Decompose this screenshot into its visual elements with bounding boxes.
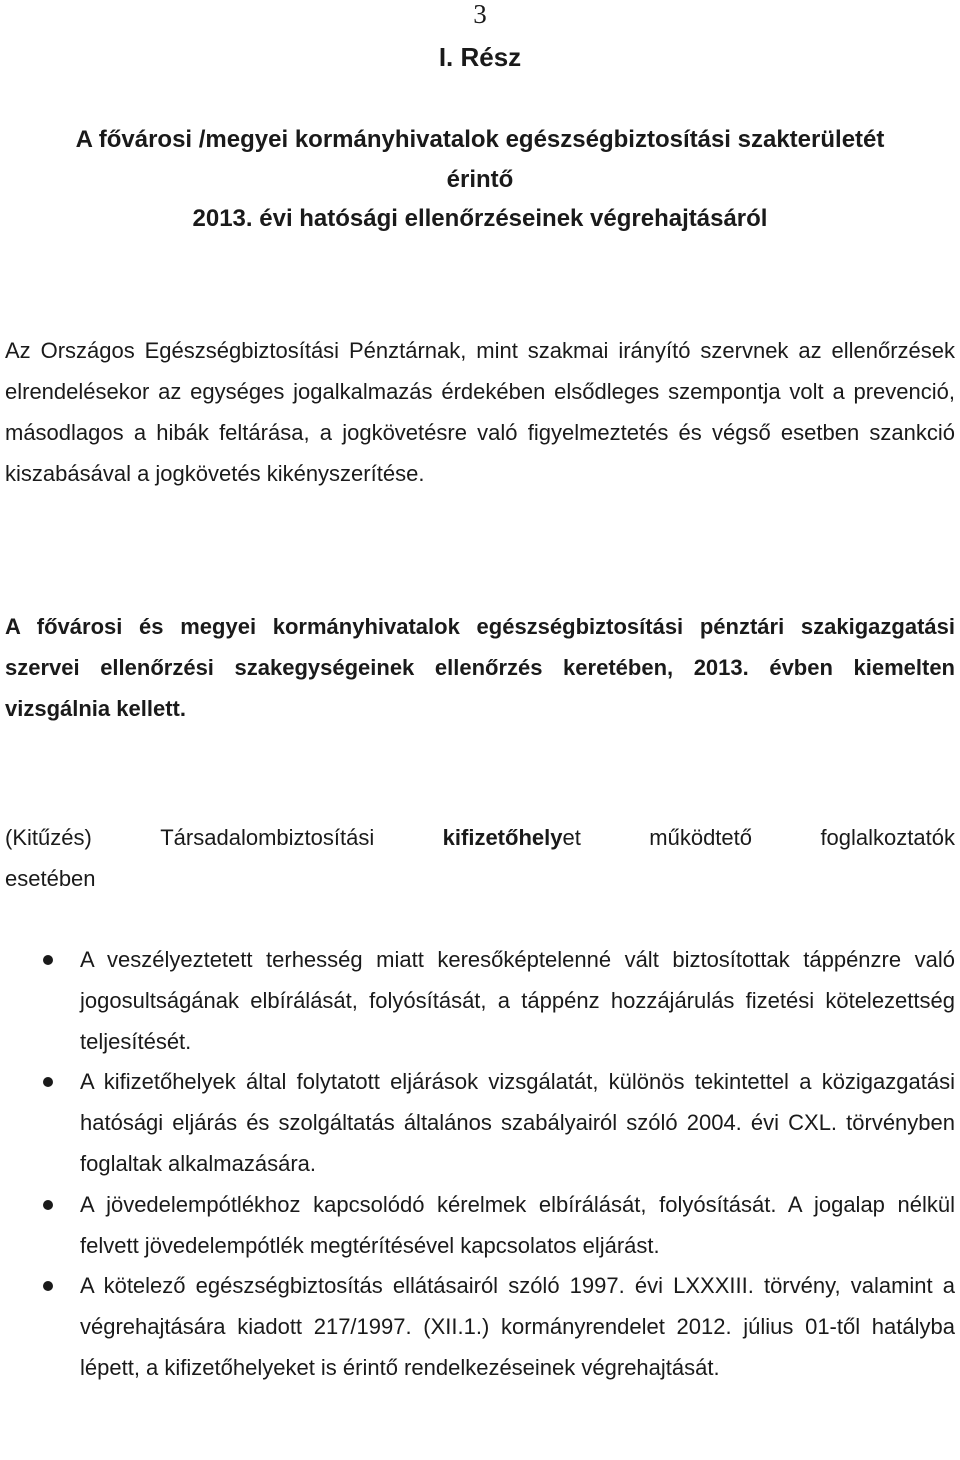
bullet-icon [43, 1281, 53, 1291]
bullet-icon [43, 955, 53, 965]
section-heading [5, 817, 955, 899]
bullet-list [0, 940, 960, 1389]
list-item [0, 1266, 960, 1388]
heading-kituzes: (Kitűzés) [5, 825, 92, 850]
document-title-line-1: A fővárosi /megyei kormányhivatalok egészségbiztosítási szakterületét [75, 126, 885, 153]
list-item [0, 1062, 960, 1184]
list-item [0, 940, 960, 1062]
list-item-text: A veszélyeztetett terhesség miatt keresőképtelenné vált biztosítottak táppénzre való jogosultságának elbírálását, folyósítását, a táppénz hozzájárulás fizetési kötelezettség teljesítését. [80, 947, 955, 1054]
heading-kifizetohely-bold: kifizetőhely [442, 825, 563, 850]
heading-tarsadalom: Társadalombiztosítási [160, 825, 375, 850]
list-item-text: A kötelező egészségbiztosítás ellátásairól szóló 1997. évi LXXXIII. törvény, valamint a végrehajtására kiadott 217/1997. (XII.1.) kormányrendelet 2012. július 01-től hatályba lépett, a kifizetőhelyeket is érintő rendelkezéseinek végrehajtását. [80, 1273, 955, 1380]
section-heading-line-1 [5, 817, 955, 858]
heading-et-suffix: et [562, 825, 581, 850]
bold-paragraph: A fővárosi és megyei kormányhivatalok egészségbiztosítási pénztári szakigazgatási szervei ellenőrzési szakegységeinek ellenőrzés keretében, 2013. évben kiemelten vizsgálnia kellett. [5, 614, 955, 721]
heading-foglalkoztatok: foglalkoztatók [820, 825, 955, 850]
list-item [0, 1185, 960, 1267]
list-item-text: A jövedelempótlékhoz kapcsolódó kérelmek elbírálását, folyósítását. A jogalap nélkül felvett jövedelempótlék megtérítésével kapcsolatos eljárást. [80, 1191, 955, 1258]
heading-mukodteto: működtető [649, 825, 752, 850]
page-number: 3 [473, 0, 487, 29]
part-title: I. Rész [438, 42, 522, 72]
bullet-icon [43, 1200, 53, 1210]
list-item-text: A kifizetőhelyek által folytatott eljárások vizsgálatát, különös tekintettel a közigazgatási hatósági eljárás és szolgáltatás általános szabályairól szóló 2004. évi CXL. törvényben foglaltak alkalmazására. [80, 1069, 955, 1176]
document-title-line-2: érintő [446, 165, 514, 193]
heading-kifizetohelyet [443, 817, 581, 858]
document-title-line-3: 2013. évi hatósági ellenőrzéseinek végrehajtásáról [192, 205, 768, 232]
bullet-icon [43, 1077, 53, 1087]
document-title [20, 120, 940, 239]
intro-paragraph: Az Országos Egészségbiztosítási Pénztárnak, mint szakmai irányító szervnek az ellenőrzések elrendelésekor az egységes jogalkalmazás érdekében elsődleges szempontja volt a prevenció, másodlagos a hibák feltárása, a jogkövetésre való figyelmeztetés és végső esetben szankció kiszabásával a jogkövetés kikényszerítése. [5, 338, 955, 486]
section-heading-line-2: esetében [5, 866, 96, 891]
